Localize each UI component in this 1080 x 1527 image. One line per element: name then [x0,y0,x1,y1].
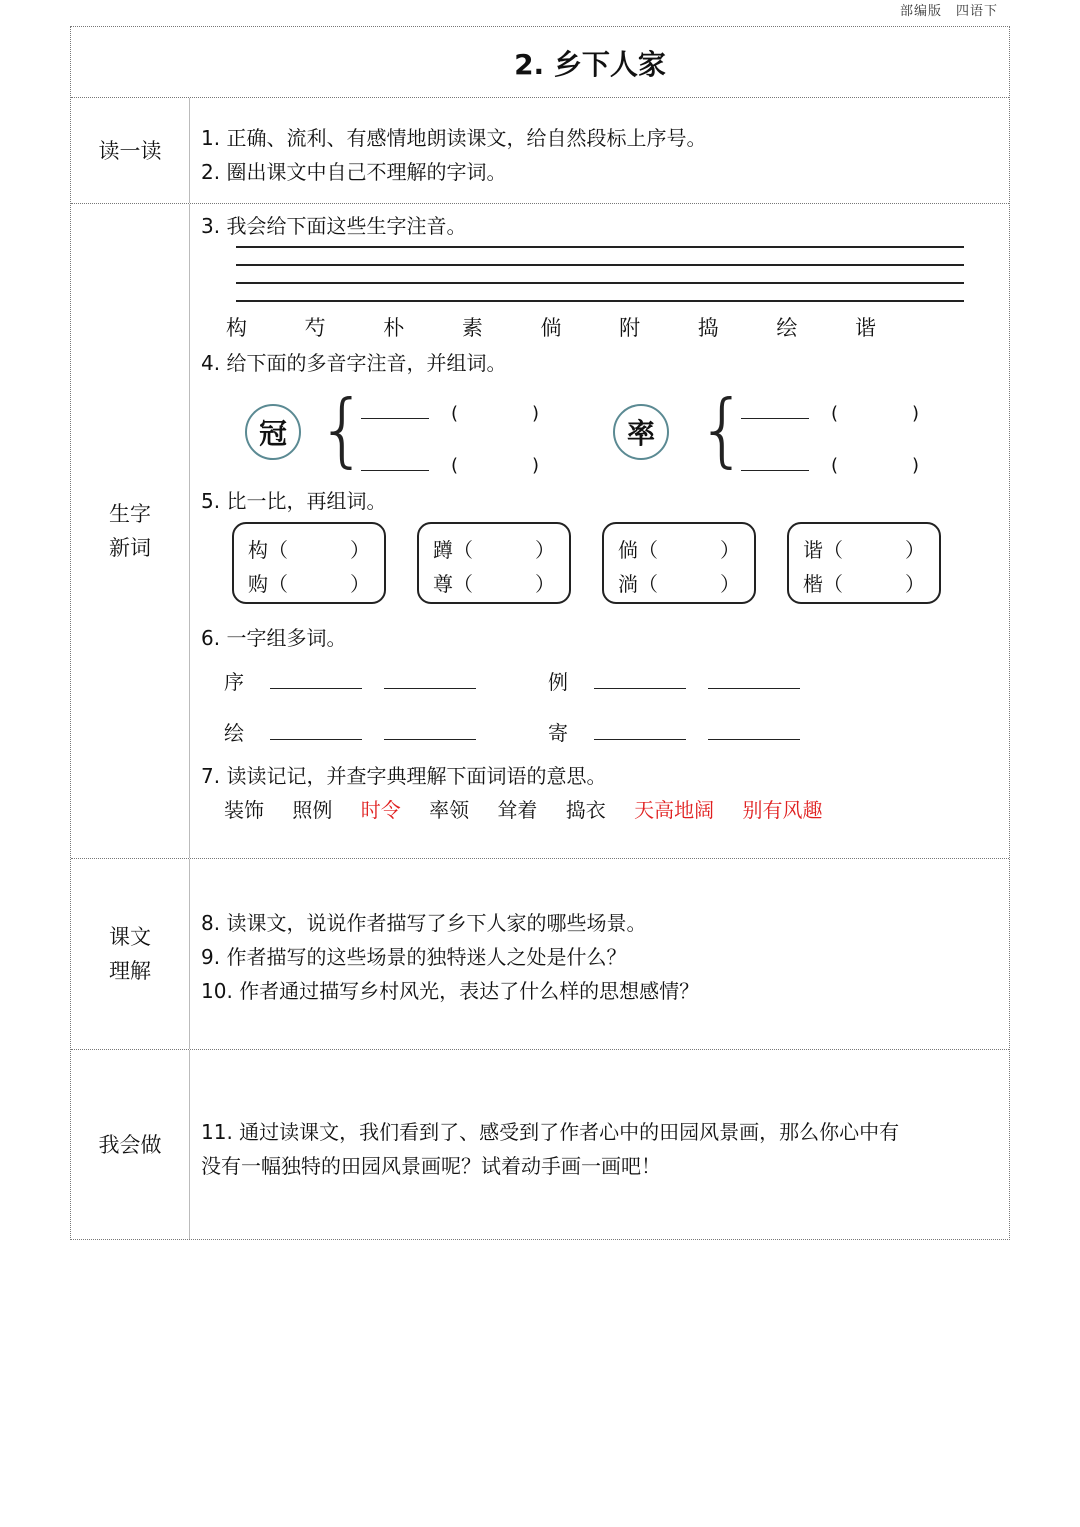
word-group[interactable] [224,717,476,746]
q3-char: 芍 [304,316,326,340]
compare-char: 购（ [248,572,288,596]
edition-label: 部编版 四语下 [899,4,998,19]
question-11-continued: 没有一幅独特的田园风景画呢？试着动手画一画吧！ [201,1154,661,1178]
close-paren: ） [720,572,740,596]
blank-line[interactable] [708,721,800,740]
question-9: 9. 作者描写的这些场景的独特迷人之处是什么？ [201,945,627,969]
compare-box[interactable] [602,522,756,604]
vocab-word: 耸着 [497,798,538,822]
label-line: 新词 [109,536,151,560]
paren-open: ( [831,455,839,476]
compare-char: 构（ [248,538,288,562]
blank-line[interactable] [741,400,809,419]
label-line: 课文 [109,925,151,949]
vocab-word: 率领 [429,798,470,822]
pinyin-writing-lines[interactable] [236,246,964,302]
vocab-word-highlight: 天高地阔 [634,798,715,822]
paren-close: ) [912,455,920,476]
word-char: 例 [548,670,568,694]
polyphone-char-circle: 冠 [245,404,301,460]
blank-line[interactable] [708,670,800,689]
q3-character-list [226,312,876,342]
q3-char: 倘 [540,316,562,340]
paren-close: ) [532,403,540,424]
word-char: 寄 [548,721,568,745]
section-understand [71,859,1009,1050]
question-10: 10. 作者通过描写乡村风光，表达了什么样的思想感情？ [201,979,700,1003]
section-do [71,1050,1009,1239]
q4-answer-row[interactable] [741,452,919,476]
word-char: 序 [224,670,244,694]
left-brace: { [317,383,368,476]
blank-line[interactable] [594,721,686,740]
compare-char: 倘（ [618,538,658,562]
compare-box[interactable] [232,522,386,604]
section-read [71,98,1009,204]
blank-line[interactable] [741,452,809,471]
compare-char: 楷（ [803,572,843,596]
paren-close: ) [532,455,540,476]
paren-open: ( [451,403,459,424]
question-11: 11. 通过读课文，我们看到了、感受到了作者心中的田园风景画，那么你心中有 [201,1120,900,1144]
blank-line[interactable] [270,721,362,740]
vocab-word: 照例 [292,798,333,822]
question-3: 3. 我会给下面这些生字注音。 [201,214,467,238]
blank-line[interactable] [384,721,476,740]
vocab-word-highlight: 时令 [360,798,401,822]
title-row [71,27,1009,98]
q3-char: 捣 [697,316,719,340]
compare-char: 尊（ [433,572,473,596]
question-5: 5. 比一比，再组词。 [201,489,387,513]
question-1: 1. 正确、流利、有感情地朗读课文，给自然段标上序号。 [201,126,707,150]
blank-line[interactable] [361,452,429,471]
q3-char: 构 [226,316,247,340]
blank-line[interactable] [361,400,429,419]
q3-char: 附 [619,316,641,340]
word-char: 绘 [224,721,244,745]
section-label-read: 读一读 [71,98,190,203]
compare-box[interactable] [417,522,571,604]
polyphone-char-circle: 率 [613,404,669,460]
blank-line[interactable] [270,670,362,689]
close-paren: ） [350,538,370,562]
paren-open: ( [451,455,459,476]
compare-char: 蹲（ [433,538,473,562]
worksheet [70,26,1010,1240]
close-paren: ） [905,538,925,562]
section-label-do: 我会做 [71,1050,190,1239]
vocab-word: 捣衣 [565,798,606,822]
question-7: 7. 读读记记，并查字典理解下面词语的意思。 [201,764,607,788]
left-brace: { [697,383,748,476]
question-6: 6. 一字组多词。 [201,626,347,650]
section-label-words [71,204,190,858]
compare-char: 谐（ [803,538,843,562]
word-group[interactable] [548,666,800,695]
page-title: 2. 乡下人家 [514,48,666,81]
vocab-word-highlight: 别有风趣 [742,798,823,822]
blank-line[interactable] [384,670,476,689]
vocab-list [224,794,845,823]
close-paren: ） [535,538,555,562]
close-paren: ） [535,572,555,596]
label-line: 生字 [109,502,151,526]
paren-close: ) [912,403,920,424]
compare-box[interactable] [787,522,941,604]
close-paren: ） [350,572,370,596]
close-paren: ） [905,572,925,596]
blank-line[interactable] [594,670,686,689]
q3-char: 朴 [383,316,405,340]
vocab-word: 装饰 [224,798,264,822]
label-line: 理解 [109,959,151,983]
q4-answer-row[interactable] [361,452,539,476]
section-words [71,204,1009,859]
word-group[interactable] [224,666,476,695]
paren-open: ( [831,403,839,424]
question-2: 2. 圈出课文中自己不理解的字词。 [201,160,507,184]
q4-answer-row[interactable] [361,400,539,424]
question-4: 4. 给下面的多音字注音，并组词。 [201,351,507,375]
close-paren: ） [720,538,740,562]
q3-char: 谐 [855,316,876,340]
word-group[interactable] [548,717,800,746]
q3-char: 素 [461,316,483,340]
section-label-understand [71,859,190,1049]
question-8: 8. 读课文，说说作者描写了乡下人家的哪些场景。 [201,911,647,935]
q3-char: 绘 [776,316,798,340]
compare-char: 淌（ [618,572,658,596]
q4-answer-row[interactable] [741,400,919,424]
